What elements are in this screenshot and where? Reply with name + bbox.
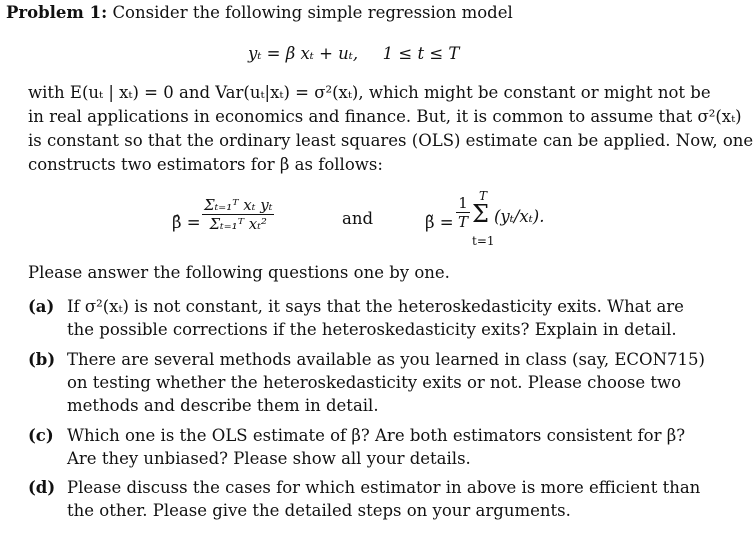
question-b-line-1: There are several methods available as you learned in class (say, ECON715) [67,350,705,369]
question-c-label: (c) [28,426,54,445]
estimator-1-denominator: Σₜ₌₁ᵀ xₜ² [209,215,267,233]
paragraph-line-2: in real applications in economics and finance. But, it is common to assume that σ²(xₜ) [28,107,742,126]
question-b-line-2: on testing whether the heteroskedasticity exits or not. Please choose two [67,373,682,392]
question-b-line-3: methods and describe them in detail. [67,396,379,415]
estimator-1-fraction [202,196,274,233]
model-equation [248,43,459,65]
estimator-2-sum-sign: Σ [472,200,489,228]
estimator-2-sum-bottom: t=1 [472,234,495,248]
and-word: and [342,209,374,228]
estimator-2-lhs: β̃ = [425,213,454,232]
problem-intro: Consider the following simple regression model [112,3,513,22]
question-a-line-1: If σ²(xₜ) is not constant, it says that the heteroskedasticity exits. What are [67,297,684,316]
instructions: Please answer the following questions one by one. [28,263,450,282]
estimator-2-fraction [456,194,470,231]
estimator-2-term: (yₜ/xₜ). [494,207,545,226]
paragraph-line-3: is constant so that the ordinary least squares (OLS) estimate can be applied. Now, one [28,131,754,150]
estimator-1-numerator: Σₜ₌₁ᵀ xₜ yₜ [204,196,273,214]
question-b-label: (b) [28,350,56,369]
estimator-1-lhs: β̂ = [172,213,201,232]
problem-label: Problem 1: [6,3,108,22]
question-c-line-2: Are they unbiased? Please show all your details. [67,449,471,468]
estimator-2-sum-top: T [479,189,488,203]
problem-heading [6,2,513,24]
question-a-line-2: the possible corrections if the heteroskedasticity exits? Explain in detail. [67,320,677,339]
paragraph-line-4: constructs two estimators for β as follows: [28,155,383,174]
paragraph-line-1: with E(uₜ | xₜ) = 0 and Var(uₜ|xₜ) = σ²(xₜ), which might be constant or might not be [28,83,711,102]
model-eq: yₜ = β xₜ + uₜ, [248,44,359,63]
estimator-2-numerator: 1 [456,194,470,213]
question-d-label: (d) [28,478,56,497]
question-d-line-1: Please discuss the cases for which estimator in above is more efficient than [67,478,701,497]
model-range: 1 ≤ t ≤ T [382,44,460,63]
question-a-label: (a) [28,297,55,316]
question-d-line-2: the other. Please give the detailed steps on your arguments. [67,501,571,520]
estimator-2-denominator: T [458,213,469,231]
question-c-line-1: Which one is the OLS estimate of β? Are both estimators consistent for β? [67,426,686,445]
